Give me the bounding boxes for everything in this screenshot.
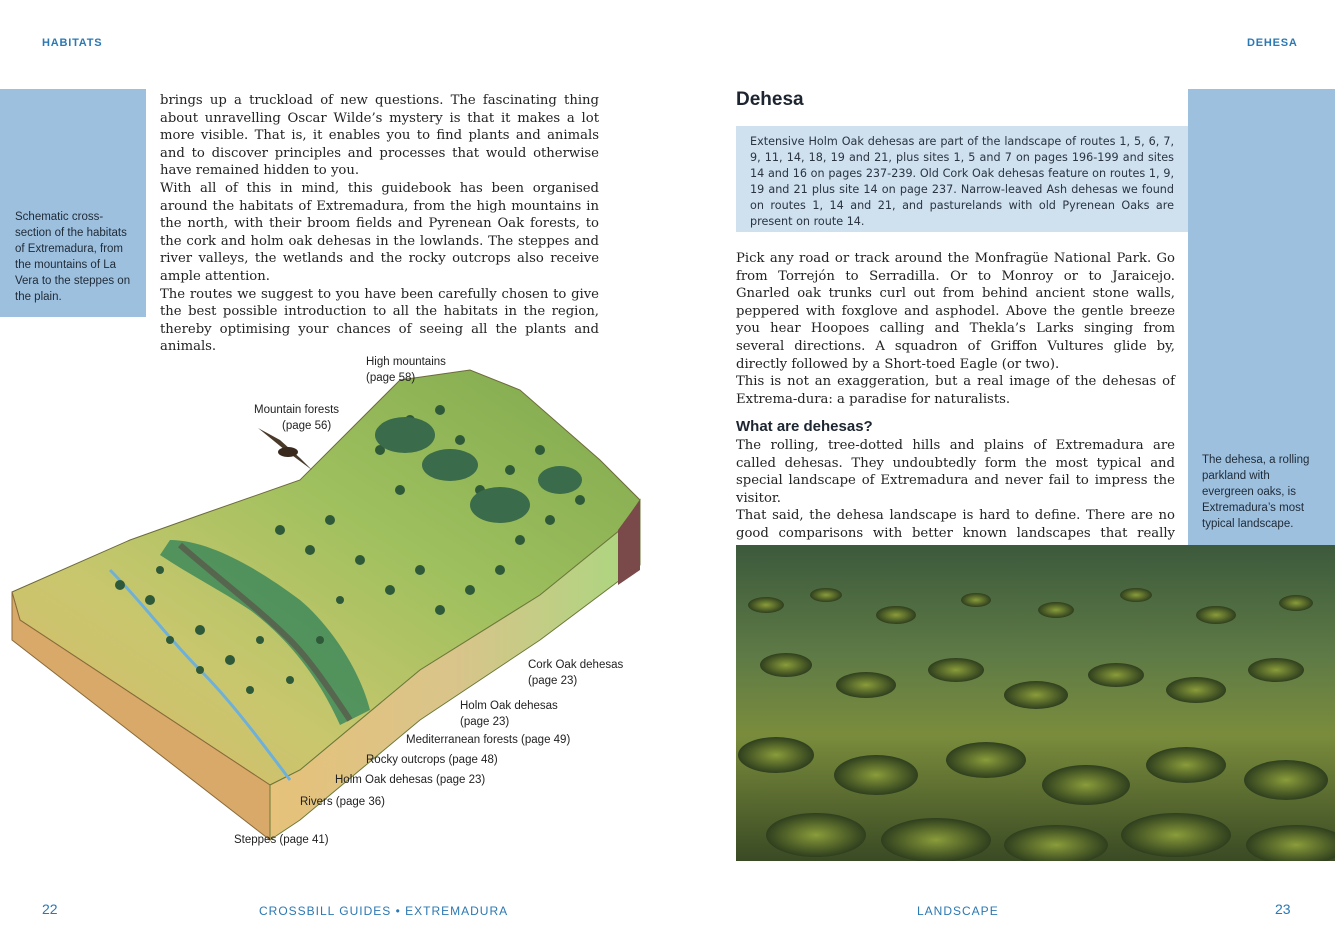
left-sidebar-caption: Schematic cross-section of the habitats of Extremadura, from the mountains of La Vera to the steppes on the plain.	[15, 211, 131, 303]
label-steppes: Steppes (page 41)	[234, 834, 329, 846]
left-footer: CROSSBILL GUIDES • EXTREMADURA	[259, 904, 509, 918]
right-paragraph: This is not an exaggeration, but a real image of the dehesas of Extrema-dura: a paradise for naturalists.	[736, 374, 1175, 407]
left-body-text	[160, 92, 599, 356]
label-rocky-outcrops: Rocky outcrops (page 48)	[366, 754, 498, 766]
label-cork-oak-dehesas: Cork Oak dehesas (page 23)	[528, 659, 624, 687]
right-footer: LANDSCAPE	[917, 904, 999, 918]
left-paragraph: brings up a truckload of new questions. The fascinating thing about unravelling Oscar Wilde’s mystery is that it makes a lot more visible. That is, it enables you to find plants and animals and to discover principles and processes that would otherwise have remained hidden to you.	[160, 93, 599, 179]
dehesa-landscape-photo	[736, 545, 1335, 861]
left-running-head: HABITATS	[42, 37, 103, 49]
page-title: Dehesa	[736, 89, 804, 110]
right-page-number: 23	[1275, 901, 1291, 917]
label-mediterranean-forests: Mediterranean forests (page 49)	[406, 734, 571, 746]
info-box: Extensive Holm Oak dehesas are part of the landscape of routes 1, 5, 6, 7, 9, 11, 14, 18, 19 and 21, plus sites 1, 5 and 7 on pages 196-199 and sites 14 and 16 on pages 237-239. Old Cork Oak dehesas feature on routes 1, 9, 19 and 21 plus site 14 on page 237. Narrow-leaved Ash dehesas we found on routes 1, 14 and 21, and pasturelands with old Pyrenean Oaks are present on route 14.	[736, 126, 1188, 232]
subheading: What are dehesas?	[736, 418, 873, 436]
right-paragraph: That said, the dehesa landscape is hard to define. There are no good comparisons with better known landscapes that really	[736, 508, 1175, 541]
label-high-mountains: High mountains (page 58)	[366, 356, 446, 384]
left-paragraph: The routes we suggest to you have been carefully chosen to give the best possible introduction to all the habitats in the region, thereby optimising your chances of seeing all the plants and animals.	[160, 286, 599, 355]
vulture-icon	[258, 428, 312, 470]
left-paragraph: With all of this in mind, this guidebook has been organised around the habitats of Extremadura, from the high mountains in the north, with their broom fields and Pyrenean Oak forests, to the cork and holm oak dehesas in the lowlands. The steppes and river valleys, the wetlands and the rocky outcrops also receive ample attention.	[160, 180, 599, 284]
label-mountain-forests: Mountain forests (page 56)	[254, 404, 340, 432]
label-rivers: Rivers (page 36)	[300, 796, 386, 808]
right-sidebar-caption: The dehesa, a rolling parkland with evergreen oaks, is Extremadura’s most typical landscape.	[1202, 454, 1310, 530]
left-page-number: 22	[42, 901, 58, 917]
label-holm-oak-dehesas-lower: Holm Oak dehesas (page 23)	[335, 774, 486, 786]
right-paragraph: The rolling, tree-dotted hills and plains of Extremadura are called dehesas. They undoubtedly form the most typical and special landscape of Extremadura and never fail to impress the visitor.	[736, 437, 1175, 506]
right-running-head: DEHESA	[1247, 37, 1298, 49]
label-holm-oak-dehesas-upper: Holm Oak dehesas (page 23)	[460, 700, 558, 728]
right-body-text	[736, 250, 1175, 578]
right-paragraph: Pick any road or track around the Monfragüe National Park. Go from Torrejón to Serradilla. Or to Monroy or to Jaraicejo. Gnarled oak trunks curl out from behind ancient stone walls, peppered with foxglove and asphodel. Above the gentle breeze you hear Hoopoes calling and Thekla’s Larks singing from several directions. A squadron of Griffon Vultures glide by, directly followed by a Short-toed Eagle (or two).	[736, 251, 1175, 372]
